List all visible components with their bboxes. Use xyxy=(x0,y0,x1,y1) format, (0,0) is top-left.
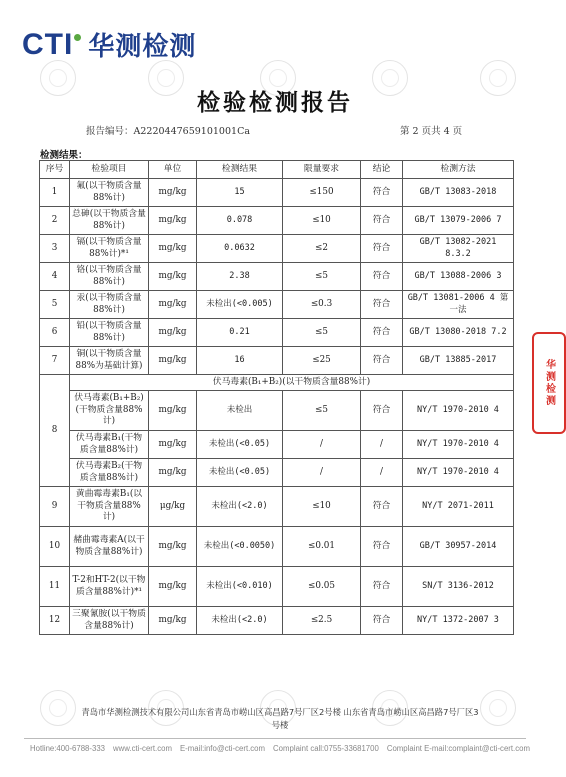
cell-limit: ≤2 xyxy=(283,235,361,263)
cell-method: GB/T 13885-2017 xyxy=(403,347,514,375)
cell-conclusion: 符合 xyxy=(361,567,403,607)
inspection-seal xyxy=(532,332,566,434)
footer-divider xyxy=(24,738,526,739)
cell-limit: ≤5 xyxy=(283,391,361,431)
cell-result: 15 xyxy=(197,179,283,207)
section-title: 检测结果： xyxy=(40,150,88,161)
cell-item: 伏马毒素B₂(干物质含量88%计) xyxy=(70,459,149,487)
cell-unit: mg/kg xyxy=(149,527,197,567)
cell-unit: mg/kg xyxy=(149,347,197,375)
cell-limit: / xyxy=(283,431,361,459)
cell-limit: ≤0.3 xyxy=(283,291,361,319)
cell-result: 0.21 xyxy=(197,319,283,347)
cell-conclusion: 符合 xyxy=(361,319,403,347)
cell-no: 12 xyxy=(40,607,70,635)
cell-unit: mg/kg xyxy=(149,291,197,319)
cell-conclusion: 符合 xyxy=(361,487,403,527)
cell-limit: ≤2.5 xyxy=(283,607,361,635)
col-header-conclusion: 结论 xyxy=(361,161,403,179)
cell-method: NY/T 2071-2011 xyxy=(403,487,514,527)
table-row xyxy=(40,527,514,567)
cell-method: GB/T 13081-2006 4 第一法 xyxy=(403,291,514,319)
col-header-method: 检测方法 xyxy=(403,161,514,179)
footer-contact-bar xyxy=(30,744,530,753)
cell-result: 未检出 xyxy=(197,391,283,431)
table-row xyxy=(40,263,514,291)
cell-no: 3 xyxy=(40,235,70,263)
cell-result: 0.0632 xyxy=(197,235,283,263)
watermark-ring xyxy=(480,690,516,726)
cell-unit: mg/kg xyxy=(149,319,197,347)
cell-conclusion: 符合 xyxy=(361,607,403,635)
table-row xyxy=(40,235,514,263)
cell-no: 7 xyxy=(40,347,70,375)
cell-method: SN/T 3136-2012 xyxy=(403,567,514,607)
cell-method: GB/T 13079-2006 7 xyxy=(403,207,514,235)
cell-method: GB/T 13080-2018 7.2 xyxy=(403,319,514,347)
cell-no: 4 xyxy=(40,263,70,291)
report-title: 检验检测报告 xyxy=(197,89,353,116)
cell-conclusion: 符合 xyxy=(361,179,403,207)
watermark-ring xyxy=(40,690,76,726)
cell-unit: mg/kg xyxy=(149,607,197,635)
cell-result: 16 xyxy=(197,347,283,375)
table-row xyxy=(40,487,514,527)
cell-item: 伏马毒素(B₁+B₂)(干物质含量88%计) xyxy=(70,391,149,431)
table-row xyxy=(40,179,514,207)
cell-item: 三聚氰胺(以干物质含量88%计) xyxy=(70,607,149,635)
table-row xyxy=(40,431,514,459)
footer-address: 青岛市华测检测技术有限公司山东省青岛市崂山区高昌路7号厂区2号楼 山东省青岛市崂山区高昌路7号厂区3号楼 xyxy=(81,707,479,730)
cell-method: GB/T 30957-2014 xyxy=(403,527,514,567)
cell-result: 0.078 xyxy=(197,207,283,235)
cell-limit: ≤150 xyxy=(283,179,361,207)
table-header-row xyxy=(40,161,514,179)
footer-complaint-email: Complaint E-mail:complaint@cti-cert.com xyxy=(386,744,530,753)
cell-no: 5 xyxy=(40,291,70,319)
cell-conclusion: 符合 xyxy=(361,291,403,319)
table-row xyxy=(40,347,514,375)
cell-method: GB/T 13082-2021 8.3.2 xyxy=(403,235,514,263)
col-header-no: 序号 xyxy=(40,161,70,179)
cell-item: T-2和HT-2(以干物质含量88%计)*¹ xyxy=(70,567,149,607)
cell-no: 8 xyxy=(40,375,70,487)
cell-unit: mg/kg xyxy=(149,263,197,291)
cell-limit: ≤5 xyxy=(283,319,361,347)
cell-conclusion: 符合 xyxy=(361,235,403,263)
logo-cn-text: 华测检测 xyxy=(88,32,197,62)
cell-no: 10 xyxy=(40,527,70,567)
cell-limit: ≤5 xyxy=(283,263,361,291)
footer-complaint-call: Complaint call:0755-33681700 xyxy=(273,744,379,753)
cell-item: 镉(以干物质含量88%计)*¹ xyxy=(70,235,149,263)
col-header-limit: 限量要求 xyxy=(283,161,361,179)
cell-unit: mg/kg xyxy=(149,431,197,459)
cell-result: 未检出(<0.05) xyxy=(197,459,283,487)
cell-conclusion: 符合 xyxy=(361,527,403,567)
col-header-unit: 单位 xyxy=(149,161,197,179)
cell-result: 未检出(<2.0) xyxy=(197,607,283,635)
cell-method: NY/T 1970-2010 4 xyxy=(403,459,514,487)
cell-unit: μg/kg xyxy=(149,487,197,527)
cell-item: 汞(以干物质含量88%计) xyxy=(70,291,149,319)
table-row xyxy=(40,567,514,607)
cell-no: 6 xyxy=(40,319,70,347)
table-row-group-header xyxy=(40,375,514,391)
cell-unit: mg/kg xyxy=(149,459,197,487)
table-row xyxy=(40,459,514,487)
cell-result: 未检出(<0.010) xyxy=(197,567,283,607)
cell-method: NY/T 1970-2010 4 xyxy=(403,391,514,431)
cell-limit: ≤0.05 xyxy=(283,567,361,607)
cell-limit: ≤10 xyxy=(283,207,361,235)
table-row xyxy=(40,391,514,431)
report-number: 报告编号：A2220447659101001Ca xyxy=(86,126,251,137)
cell-conclusion: 符合 xyxy=(361,391,403,431)
cell-item: 氟(以干物质含量88%计) xyxy=(70,179,149,207)
cell-limit: ≤10 xyxy=(283,487,361,527)
cell-result: 未检出(<0.005) xyxy=(197,291,283,319)
cell-no: 11 xyxy=(40,567,70,607)
cell-unit: mg/kg xyxy=(149,567,197,607)
cell-limit: / xyxy=(283,459,361,487)
results-table xyxy=(39,160,514,635)
cell-no: 9 xyxy=(40,487,70,527)
logo-latin-text: CTI xyxy=(22,27,74,61)
cell-item: 铬(以干物质含量88%计) xyxy=(70,263,149,291)
footer-email: E-mail:info@cti-cert.com xyxy=(179,744,266,753)
table-row xyxy=(40,607,514,635)
page-info: 第 2 页共 4 页 xyxy=(400,126,463,137)
cell-item: 伏马毒素B₁(干物质含量88%计) xyxy=(70,431,149,459)
cell-result: 未检出(<0.05) xyxy=(197,431,283,459)
cell-limit: ≤25 xyxy=(283,347,361,375)
cell-method: NY/T 1372-2007 3 xyxy=(403,607,514,635)
company-logo xyxy=(22,26,196,63)
cell-result: 未检出(<2.0) xyxy=(197,487,283,527)
cell-conclusion: / xyxy=(361,459,403,487)
cell-no: 1 xyxy=(40,179,70,207)
cell-result: 2.38 xyxy=(197,263,283,291)
cell-unit: mg/kg xyxy=(149,235,197,263)
cell-item: 黄曲霉毒素B₁(以干物质含量88%计) xyxy=(70,487,149,527)
cell-item: 铜(以干物质含量88%为基础计算) xyxy=(70,347,149,375)
cell-unit: mg/kg xyxy=(149,391,197,431)
seal-text: 华测检测 xyxy=(543,359,555,407)
cell-conclusion: 符合 xyxy=(361,207,403,235)
cell-result: 未检出(<0.0050) xyxy=(197,527,283,567)
table-row xyxy=(40,291,514,319)
cell-unit: mg/kg xyxy=(149,179,197,207)
table-row xyxy=(40,319,514,347)
cell-unit: mg/kg xyxy=(149,207,197,235)
table-row xyxy=(40,207,514,235)
footer-website: www.cti-cert.com xyxy=(113,744,172,753)
col-header-item: 检验项目 xyxy=(70,161,149,179)
group-header-cell: 伏马毒素(B₁+B₂)(以干物质含量88%计) xyxy=(70,375,514,391)
cell-method: GB/T 13088-2006 3 xyxy=(403,263,514,291)
cell-conclusion: 符合 xyxy=(361,263,403,291)
cell-method: GB/T 13083-2018 xyxy=(403,179,514,207)
cell-limit: ≤0.01 xyxy=(283,527,361,567)
col-header-result: 检测结果 xyxy=(197,161,283,179)
cell-conclusion: / xyxy=(361,431,403,459)
logo-dot-icon xyxy=(74,34,81,41)
cell-no: 2 xyxy=(40,207,70,235)
cell-item: 赭曲霉毒素A(以干物质含量88%计) xyxy=(70,527,149,567)
cell-item: 铅(以干物质含量88%计) xyxy=(70,319,149,347)
cell-item: 总砷(以干物质含量88%计) xyxy=(70,207,149,235)
cell-conclusion: 符合 xyxy=(361,347,403,375)
footer-hotline: Hotline:400-6788-333 xyxy=(30,744,105,753)
cell-method: NY/T 1970-2010 4 xyxy=(403,431,514,459)
